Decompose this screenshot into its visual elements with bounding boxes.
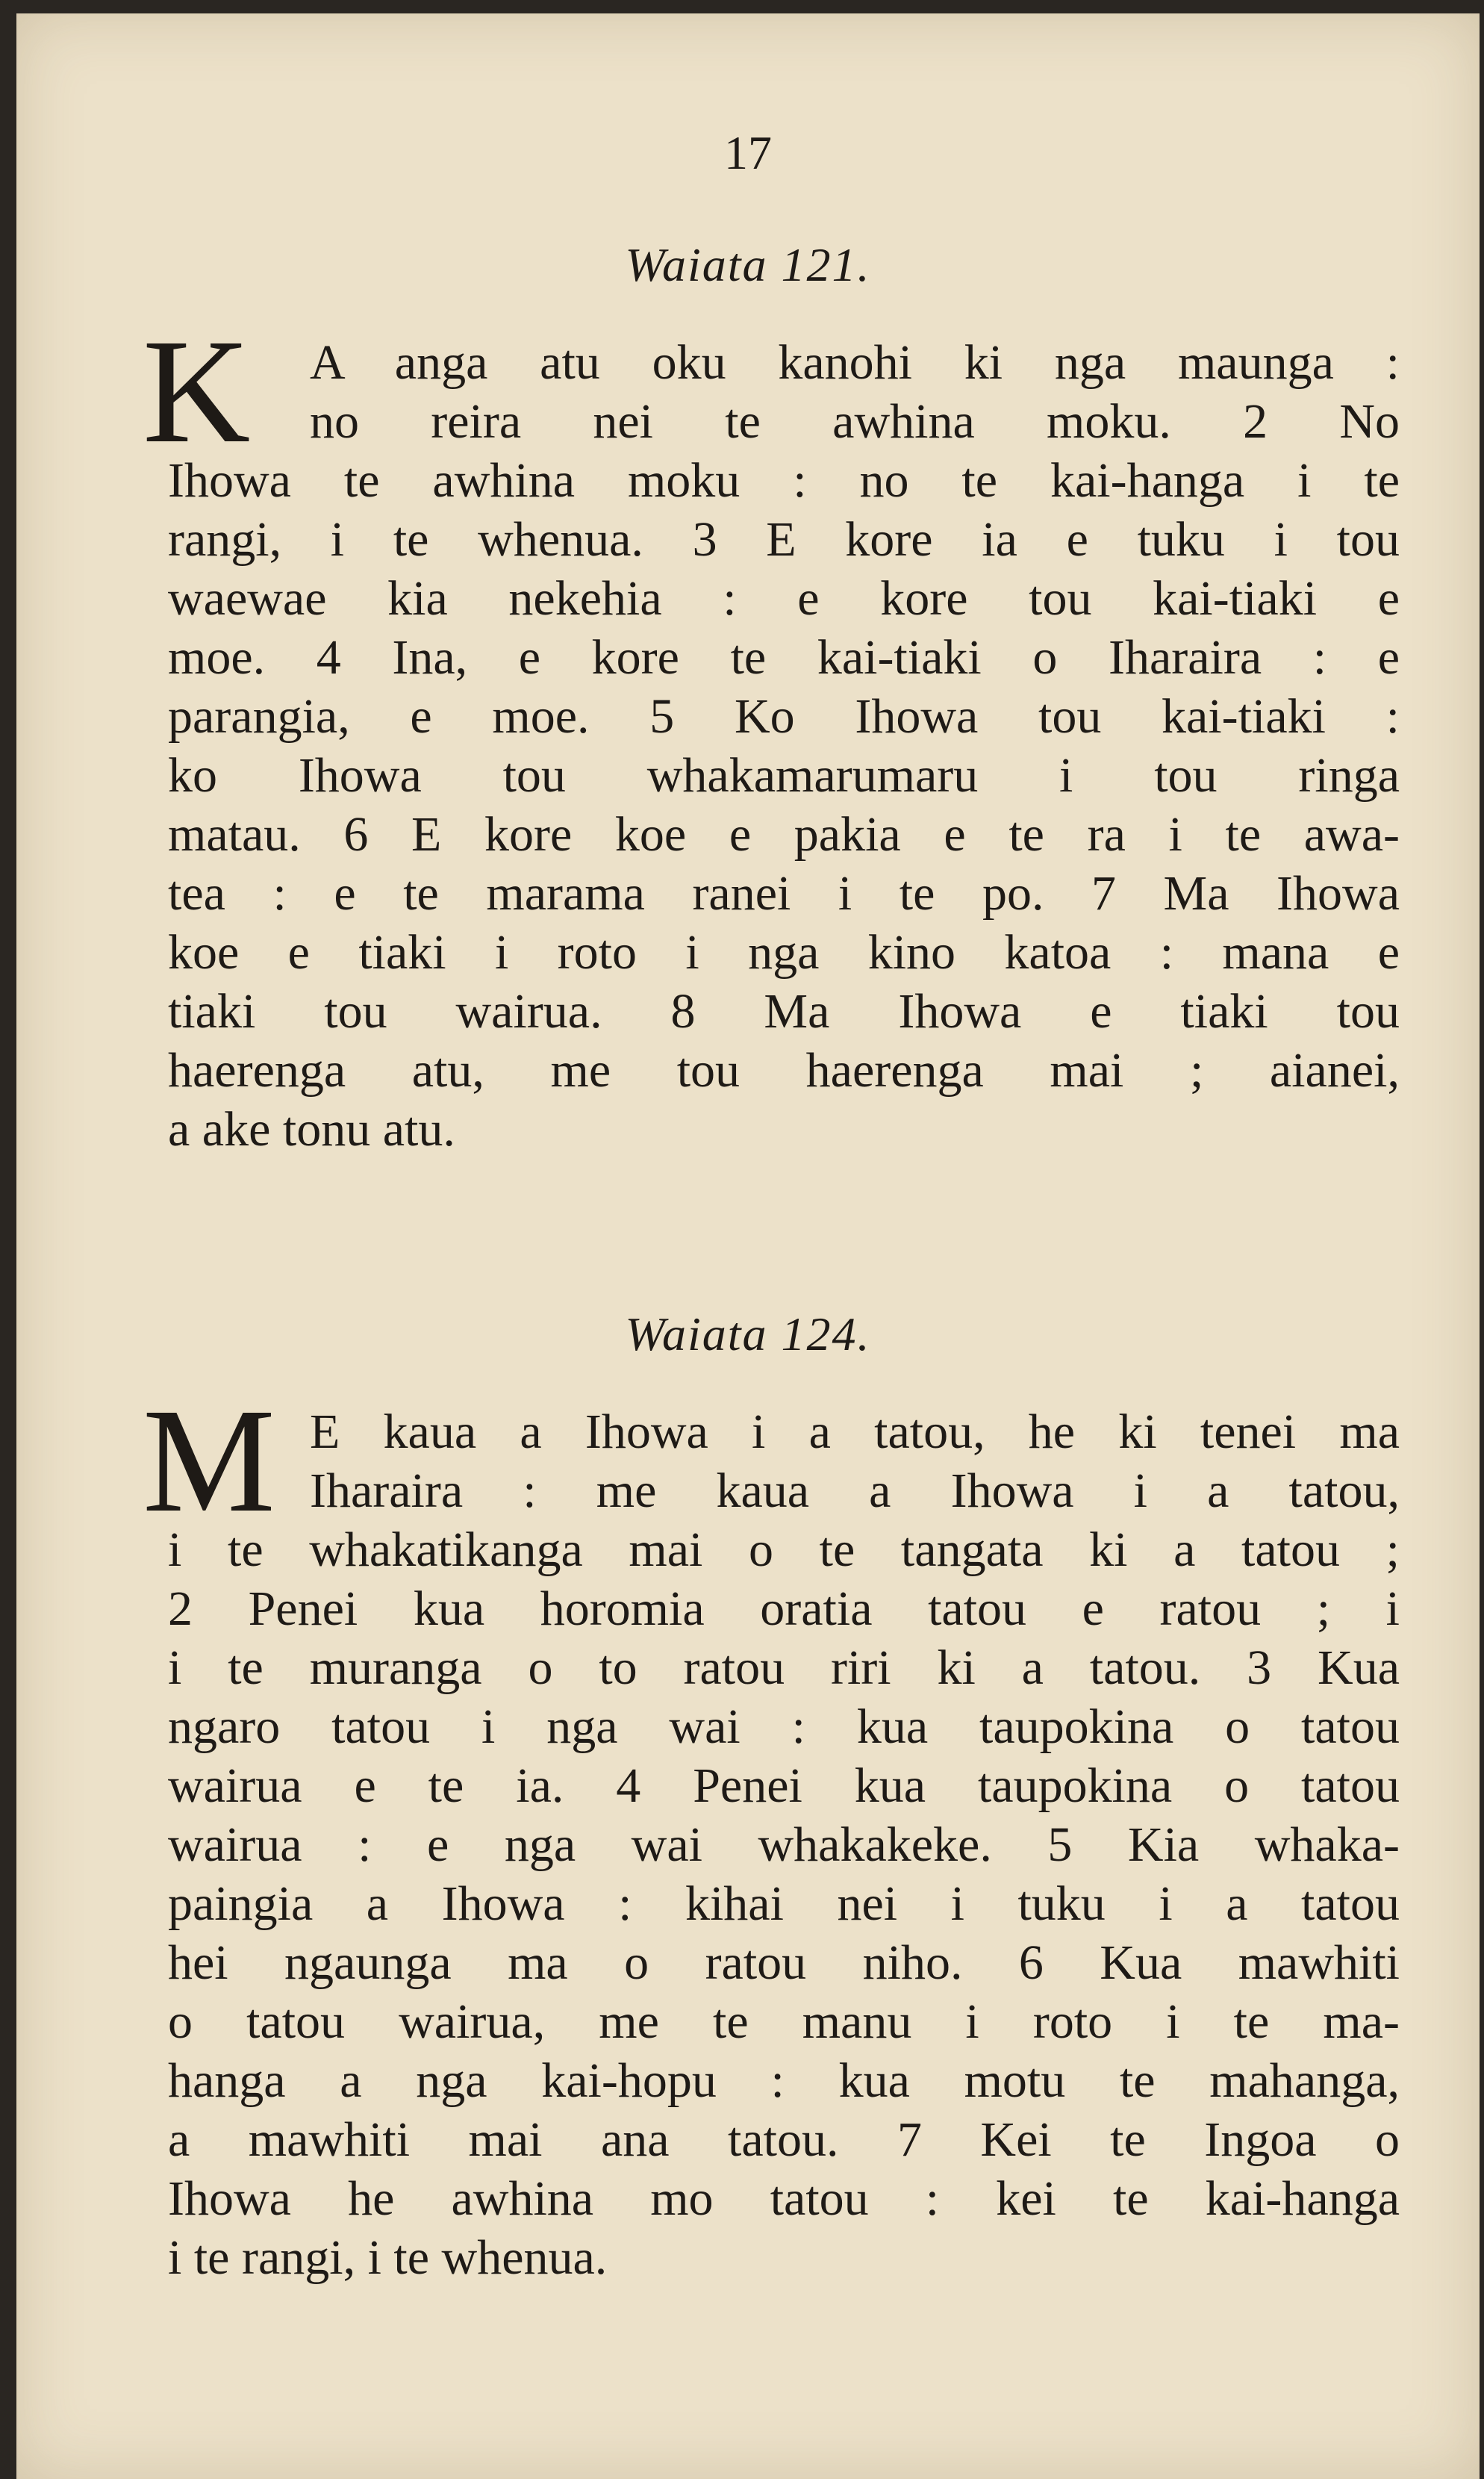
text-line: a ake tonu atu. bbox=[168, 1102, 455, 1157]
text-line: Ihowa he awhina mo tatou : kei te kai-hanga bbox=[168, 2171, 1400, 2226]
text-line: koe e tiaki i roto i nga kino katoa : mana e bbox=[168, 925, 1400, 980]
text-line: haerenga atu, me tou haerenga mai ; aianei, bbox=[168, 1043, 1400, 1098]
psalm-124-text bbox=[143, 1378, 1400, 2287]
text-line: i te rangi, i te whenua. bbox=[168, 2230, 608, 2285]
text-line: paingia a Ihowa : kihai nei i tuku i a tatou bbox=[168, 1876, 1400, 1931]
drop-cap: M bbox=[143, 1378, 275, 1543]
text-line: rangi, i te whenua. 3 E kore ia e tuku i tou bbox=[168, 512, 1400, 567]
page-number: 17 bbox=[724, 126, 772, 179]
psalm-121-heading: Waiata 121. bbox=[625, 238, 871, 291]
text-line: a mawhiti mai ana tatou. 7 Kei te Ingoa o bbox=[168, 2112, 1400, 2167]
text-line: ko Ihowa tou whakamarumaru i tou ringa bbox=[168, 748, 1400, 803]
psalm-121-text bbox=[143, 309, 1400, 1159]
text-line: parangia, e moe. 5 Ko Ihowa tou kai-tiaki : bbox=[168, 689, 1400, 744]
text-line: Iharaira : me kaua a Ihowa i a tatou, bbox=[310, 1464, 1400, 1518]
text-line: tea : e te marama ranei i te po. 7 Ma Ihowa bbox=[168, 866, 1400, 921]
text-line: i te whakatikanga mai o te tangata ki a tatou ; bbox=[168, 1522, 1400, 1577]
text-line: no reira nei te awhina moku. 2 No bbox=[310, 394, 1400, 449]
text-line: E kaua a Ihowa i a tatou, he ki tenei ma bbox=[310, 1405, 1400, 1459]
text-line: tiaki tou wairua. 8 Ma Ihowa e tiaki tou bbox=[168, 984, 1400, 1039]
text-line: matau. 6 E kore koe e pakia e te ra i te awa- bbox=[168, 807, 1400, 862]
text-line: moe. 4 Ina, e kore te kai-tiaki o Iharaira : e bbox=[168, 630, 1400, 685]
text-line: wairua : e nga wai whakakeke. 5 Kia whaka- bbox=[168, 1817, 1400, 1872]
book-page bbox=[16, 13, 1480, 2479]
text-line: hei ngaunga ma o ratou niho. 6 Kua mawhiti bbox=[168, 1935, 1400, 1990]
text-line: ngaro tatou i nga wai : kua taupokina o tatou bbox=[168, 1699, 1400, 1754]
text-line: 2 Penei kua horomia oratia tatou e ratou ; i bbox=[168, 1581, 1400, 1636]
text-line: A anga atu oku kanohi ki nga maunga : bbox=[310, 335, 1400, 390]
text-line: waewae kia nekehia : e kore tou kai-tiaki e bbox=[168, 571, 1400, 626]
text-line: o tatou wairua, me te manu i roto i te ma- bbox=[168, 1994, 1400, 2049]
text-line: i te muranga o to ratou riri ki a tatou. 3 Kua bbox=[168, 1640, 1400, 1695]
text-line: hanga a nga kai-hopu : kua motu te mahanga, bbox=[168, 2053, 1400, 2108]
psalm-124-heading: Waiata 124. bbox=[625, 1307, 871, 1360]
text-line: Ihowa te awhina moku : no te kai-hanga i te bbox=[168, 453, 1400, 508]
drop-cap: K bbox=[143, 309, 251, 474]
text-line: wairua e te ia. 4 Penei kua taupokina o tatou bbox=[168, 1758, 1400, 1813]
